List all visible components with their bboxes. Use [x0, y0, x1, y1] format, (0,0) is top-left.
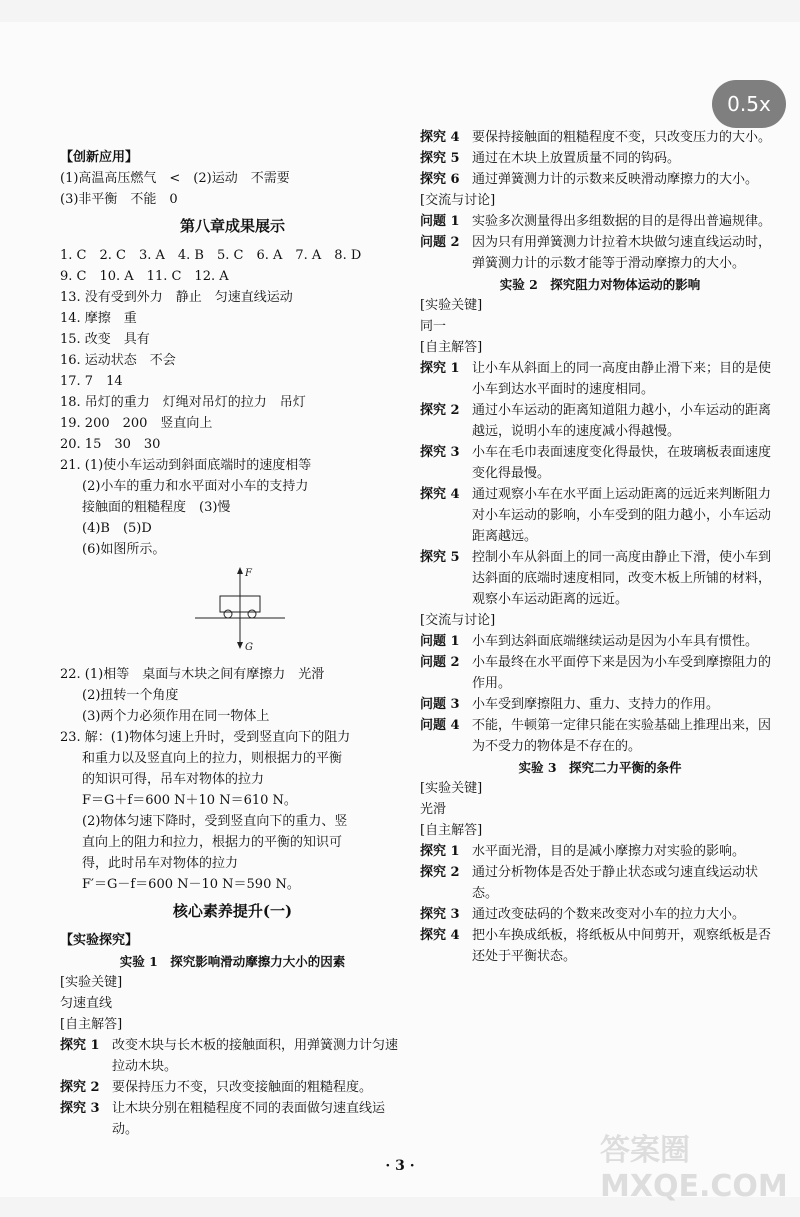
- qa-row: [420, 652, 780, 694]
- qa-value: 小车到达斜面底端继续运动是因为小车具有惯性。: [472, 634, 759, 649]
- qa-key: 问题 3: [420, 697, 460, 712]
- qa-value: 不能，牛顿第一定律只能在实验基础上推理出来，因为不受力的物体是不存在的。: [472, 718, 772, 754]
- qa-value: 把小车换成纸板，将纸板从中间剪开，观察纸板是否还处于平衡状态。: [472, 928, 772, 964]
- qa-value: 通过分析物体是否处于静止状态或匀速直线运动状态。: [472, 865, 759, 901]
- subsection-tag: [自主解答]: [420, 823, 483, 838]
- answer-line: 接触面的粗糙程度 (3)慢: [82, 500, 231, 515]
- innovation-heading: 【创新应用】: [60, 150, 139, 165]
- qa-row: [60, 1035, 405, 1077]
- answer-line: 的知识可得，吊车对物体的拉力: [82, 772, 265, 787]
- answer-line: 22. (1)相等 桌面与木块之间有摩擦力 光滑: [60, 667, 325, 682]
- qa-value: 小车在毛巾表面速度变化得最快，在玻璃板表面速度变化得最慢。: [472, 445, 772, 481]
- qa-key: 探究 3: [420, 445, 460, 460]
- qa-key: 问题 2: [420, 655, 460, 670]
- section-tag: 【实验探究】: [60, 933, 139, 948]
- answer-line: (3)两个力必须作用在同一物体上: [82, 709, 270, 724]
- qa-key: 问题 1: [420, 214, 460, 229]
- right-column: [420, 127, 780, 967]
- qa-value: 让小车从斜面上的同一高度由静止滑下来；目的是使小车到达水平面时的速度相同。: [472, 361, 772, 397]
- qa-key: 探究 1: [420, 361, 460, 376]
- qa-value: 水平面光滑，目的是减小摩擦力对实验的影响。: [472, 844, 746, 859]
- qa-key: 问题 4: [420, 718, 460, 733]
- qa-row: [420, 547, 780, 610]
- qa-row: [60, 1098, 405, 1140]
- answer-line: 15. 改变 具有: [60, 332, 150, 347]
- answer-line: (2)物体匀速下降时，受到竖直向下的重力、竖: [82, 814, 348, 829]
- qa-key: 探究 6: [420, 172, 460, 187]
- force-f-label: F: [245, 568, 252, 579]
- qa-key: 问题 2: [420, 235, 460, 250]
- zoom-level-badge[interactable]: 0.5x: [712, 80, 786, 128]
- qa-value: 通过在木块上放置质量不同的钩码。: [472, 151, 681, 166]
- answer-line: (2)小车的重力和水平面对小车的支持力: [82, 479, 309, 494]
- qa-row: [420, 841, 780, 862]
- qa-value: 通过小车运动的距离知道阻力越小，小车运动的距离越远，说明小车的速度减小得越慢。: [472, 403, 772, 439]
- qa-key: 探究 4: [420, 928, 460, 943]
- answer-line: 直向上的阻力和拉力，根据力的平衡的知识可: [82, 835, 343, 850]
- answer-line: (6)如图所示。: [82, 542, 166, 557]
- qa-key: 问题 1: [420, 634, 460, 649]
- qa-row: [420, 904, 780, 925]
- answer-line: 同一: [420, 319, 447, 334]
- qa-row: [420, 484, 780, 547]
- answer-line: (2)扭转一个角度: [82, 688, 179, 703]
- answer-line: 光滑: [420, 802, 447, 817]
- answer-line: 17. 7 14: [60, 374, 123, 389]
- qa-row: [420, 211, 780, 232]
- qa-value: 通过改变砝码的个数来改变对小车的拉力大小。: [472, 907, 746, 922]
- answer-line: F＝G＋f＝600 N＋10 N＝610 N。: [82, 793, 297, 808]
- qa-value: 因为只有用弹簧测力计拉着木块做匀速直线运动时，弹簧测力计的示数才能等于滑动摩擦力的大小。: [472, 235, 772, 271]
- qa-row: [420, 694, 780, 715]
- qa-value: 通过观察小车在水平面上运动距离的远近来判断阻力对小车运动的影响，小车受到的阻力越小，小车运动距离越远。: [472, 487, 772, 544]
- qa-row: [420, 925, 780, 967]
- experiment-title: 实验 1 探究影响滑动摩擦力大小的因素: [119, 954, 346, 969]
- page-number: · 3 ·: [385, 1158, 415, 1174]
- answer-line: (1)高温高压燃气 < (2)运动 不需要: [60, 171, 290, 186]
- qa-key: 探究 2: [420, 403, 460, 418]
- qa-row: [420, 358, 780, 400]
- qa-row: [420, 169, 780, 190]
- answer-line: 9. C 10. A 11. C 12. A: [60, 269, 229, 284]
- watermark: 答案圈 MXQE.COM: [600, 1133, 788, 1204]
- answer-line: 13. 没有受到外力 静止 匀速直线运动: [60, 290, 293, 305]
- chapter-title: 第八章成果展示: [179, 217, 285, 235]
- qa-row: [420, 631, 780, 652]
- answer-line: 23. 解：(1)物体匀速上升时，受到竖直向下的阻力: [60, 730, 351, 745]
- qa-value: 通过弹簧测力计的示数来反映滑动摩擦力的大小。: [472, 172, 759, 187]
- subsection-tag: [实验关键]: [420, 298, 483, 313]
- answer-line: (3)非平衡 不能 0: [60, 192, 178, 207]
- experiment-title: 实验 3 探究二力平衡的条件: [518, 760, 682, 775]
- qa-row: [60, 1077, 405, 1098]
- answer-line: 得，此时吊车对物体的拉力: [82, 856, 239, 871]
- qa-key: 探究 3: [60, 1101, 100, 1116]
- qa-row: [420, 127, 780, 148]
- qa-key: 探究 5: [420, 151, 460, 166]
- qa-key: 探究 2: [60, 1080, 100, 1095]
- qa-key: 探究 3: [420, 907, 460, 922]
- subsection-tag: [自主解答]: [420, 340, 483, 355]
- qa-key: 探究 4: [420, 487, 460, 502]
- answer-line: F′＝G－f＝600 N－10 N＝590 N。: [82, 877, 300, 892]
- qa-key: 探究 1: [420, 844, 460, 859]
- qa-key: 探究 5: [420, 550, 460, 565]
- answer-line: 14. 摩擦 重: [60, 311, 137, 326]
- qa-row: [420, 442, 780, 484]
- qa-key: 探究 4: [420, 130, 460, 145]
- subsection-tag: [交流与讨论]: [420, 193, 496, 208]
- qa-value: 实验多次测量得出多组数据的目的是得出普遍规律。: [472, 214, 772, 229]
- force-diagram: [195, 566, 285, 651]
- answer-line: 18. 吊灯的重力 灯绳对吊灯的拉力 吊灯: [60, 395, 306, 410]
- subsection-tag: [交流与讨论]: [420, 613, 496, 628]
- answer-line: 1. C 2. C 3. A 4. B 5. C 6. A 7. A 8. D: [60, 248, 362, 263]
- answer-line: 匀速直线: [60, 996, 113, 1011]
- subsection-tag: [自主解答]: [60, 1017, 123, 1032]
- answer-line: 19. 200 200 竖直向上: [60, 416, 213, 431]
- qa-row: [420, 148, 780, 169]
- qa-row: [420, 862, 780, 904]
- section-title: 核心素养提升(一): [172, 902, 293, 920]
- subsection-tag: [实验关键]: [420, 781, 483, 796]
- qa-value: 让木块分别在粗糙程度不同的表面做匀速直线运动。: [112, 1101, 386, 1137]
- answer-line: 21. (1)使小车运动到斜面底端时的速度相等: [60, 458, 312, 473]
- qa-value: 要保持接触面的粗糙程度不变，只改变压力的大小。: [472, 130, 772, 145]
- qa-row: [420, 232, 780, 274]
- subsection-tag: [实验关键]: [60, 975, 123, 990]
- force-g-label: G: [245, 642, 253, 651]
- qa-row: [420, 400, 780, 442]
- experiment-title: 实验 2 探究阻力对物体运动的影响: [499, 277, 701, 292]
- qa-row: [420, 715, 780, 757]
- answer-line: 16. 运动状态 不会: [60, 353, 176, 368]
- qa-value: 改变木块与长木板的接触面积，用弹簧测力计匀速拉动木块。: [112, 1038, 399, 1074]
- answer-line: 和重力以及竖直向上的拉力，则根据力的平衡: [82, 751, 343, 766]
- answer-line: (4)B (5)D: [82, 521, 152, 536]
- qa-value: 控制小车从斜面上的同一高度由静止下滑，使小车到达斜面的底端时速度相同，改变木板上所铺的材料，观察小车运动距离的远近。: [472, 550, 772, 607]
- left-column: [60, 147, 405, 1140]
- qa-key: 探究 2: [420, 865, 460, 880]
- qa-value: 小车受到摩擦阻力、重力、支持力的作用。: [472, 697, 720, 712]
- qa-key: 探究 1: [60, 1038, 100, 1053]
- qa-value: 要保持压力不变，只改变接触面的粗糙程度。: [112, 1080, 373, 1095]
- answer-line: 20. 15 30 30: [60, 437, 161, 452]
- qa-value: 小车最终在水平面停下来是因为小车受到摩擦阻力的作用。: [472, 655, 772, 691]
